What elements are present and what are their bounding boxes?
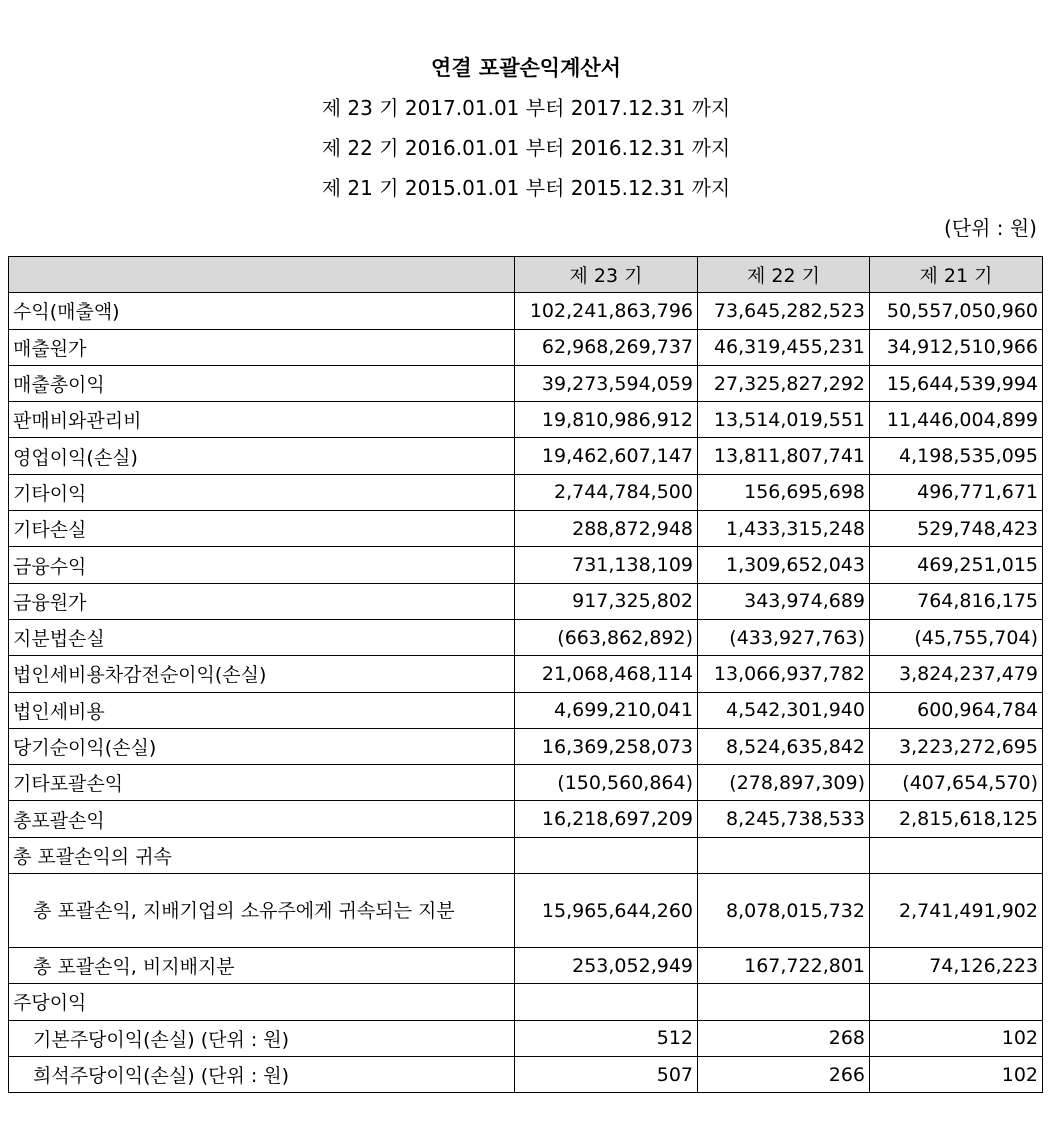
table-row bbox=[9, 948, 1043, 984]
value-period-23: 21,068,468,114 bbox=[515, 656, 698, 692]
value-period-21: 3,223,272,695 bbox=[870, 728, 1043, 764]
value-period-23: (150,560,864) bbox=[515, 765, 698, 801]
row-label: 기타포괄손익 bbox=[9, 765, 515, 801]
table-row bbox=[9, 1056, 1043, 1092]
row-label: 금융수익 bbox=[9, 547, 515, 583]
statement-title: 연결 포괄손익계산서 bbox=[431, 56, 621, 80]
value-period-22: (433,927,763) bbox=[698, 619, 870, 655]
value-period-22: 46,319,455,231 bbox=[698, 329, 870, 365]
value-period-22 bbox=[698, 837, 870, 873]
value-period-21: 34,912,510,966 bbox=[870, 329, 1043, 365]
value-period-22: 8,524,635,842 bbox=[698, 728, 870, 764]
table-row bbox=[9, 511, 1043, 547]
table-row bbox=[9, 874, 1043, 948]
table-row bbox=[9, 329, 1043, 365]
unit-label: (단위 : 원) bbox=[943, 216, 1037, 240]
table-row bbox=[9, 692, 1043, 728]
table-row bbox=[9, 765, 1043, 801]
value-period-22: 1,433,315,248 bbox=[698, 511, 870, 547]
row-label: 판매비와관리비 bbox=[9, 402, 515, 438]
value-period-23: 16,218,697,209 bbox=[515, 801, 698, 837]
row-label: 총포괄손익 bbox=[9, 801, 515, 837]
value-period-23: 917,325,802 bbox=[515, 583, 698, 619]
value-period-21: (45,755,704) bbox=[870, 619, 1043, 655]
value-period-21 bbox=[870, 984, 1043, 1020]
value-period-21: 102 bbox=[870, 1056, 1043, 1092]
table-row bbox=[9, 438, 1043, 474]
value-period-21: 529,748,423 bbox=[870, 511, 1043, 547]
value-period-22: (278,897,309) bbox=[698, 765, 870, 801]
table-row bbox=[9, 1020, 1043, 1056]
row-label: 수익(매출액) bbox=[9, 293, 515, 329]
value-period-23: (663,862,892) bbox=[515, 619, 698, 655]
value-period-23 bbox=[515, 837, 698, 873]
value-period-22: 343,974,689 bbox=[698, 583, 870, 619]
row-label: 기타손실 bbox=[9, 511, 515, 547]
value-period-21: 102 bbox=[870, 1020, 1043, 1056]
value-period-21: 74,126,223 bbox=[870, 948, 1043, 984]
header-cell-period-23: 제 23 기 bbox=[515, 257, 698, 293]
value-period-23: 19,810,986,912 bbox=[515, 402, 698, 438]
row-label: 희석주당이익(손실) (단위 : 원) bbox=[9, 1056, 515, 1092]
value-period-23: 288,872,948 bbox=[515, 511, 698, 547]
value-period-23: 39,273,594,059 bbox=[515, 365, 698, 401]
value-period-22: 156,695,698 bbox=[698, 474, 870, 510]
value-period-21: 2,815,618,125 bbox=[870, 801, 1043, 837]
row-label: 법인세비용 bbox=[9, 692, 515, 728]
row-label: 기본주당이익(손실) (단위 : 원) bbox=[9, 1020, 515, 1056]
value-period-22: 266 bbox=[698, 1056, 870, 1092]
value-period-21: 2,741,491,902 bbox=[870, 874, 1043, 948]
value-period-21: 496,771,671 bbox=[870, 474, 1043, 510]
income-statement-table bbox=[8, 256, 1043, 1093]
value-period-23: 507 bbox=[515, 1056, 698, 1092]
row-label: 총 포괄손익, 비지배지분 bbox=[9, 948, 515, 984]
row-label: 기타이익 bbox=[9, 474, 515, 510]
value-period-23: 16,369,258,073 bbox=[515, 728, 698, 764]
value-period-21: 4,198,535,095 bbox=[870, 438, 1043, 474]
table-row bbox=[9, 984, 1043, 1020]
value-period-23: 512 bbox=[515, 1020, 698, 1056]
table-header-row bbox=[9, 257, 1043, 293]
value-period-23: 2,744,784,500 bbox=[515, 474, 698, 510]
value-period-22: 1,309,652,043 bbox=[698, 547, 870, 583]
table-row bbox=[9, 365, 1043, 401]
header-cell-period-22: 제 22 기 bbox=[698, 257, 870, 293]
value-period-22: 27,325,827,292 bbox=[698, 365, 870, 401]
value-period-22 bbox=[698, 984, 870, 1020]
value-period-22: 13,066,937,782 bbox=[698, 656, 870, 692]
row-label: 총 포괄손익, 지배기업의 소유주에게 귀속되는 지분 bbox=[9, 874, 515, 948]
table-row bbox=[9, 402, 1043, 438]
value-period-22: 4,542,301,940 bbox=[698, 692, 870, 728]
table-row bbox=[9, 547, 1043, 583]
table-row bbox=[9, 619, 1043, 655]
value-period-23: 62,968,269,737 bbox=[515, 329, 698, 365]
value-period-22: 167,722,801 bbox=[698, 948, 870, 984]
period-line-22: 제 22 기 2016.01.01 부터 2016.12.31 까지 bbox=[321, 136, 731, 160]
value-period-22: 13,514,019,551 bbox=[698, 402, 870, 438]
row-label: 매출원가 bbox=[9, 329, 515, 365]
value-period-21: 764,816,175 bbox=[870, 583, 1043, 619]
value-period-21: 50,557,050,960 bbox=[870, 293, 1043, 329]
value-period-22: 8,245,738,533 bbox=[698, 801, 870, 837]
value-period-23: 731,138,109 bbox=[515, 547, 698, 583]
value-period-21: 600,964,784 bbox=[870, 692, 1043, 728]
table-row bbox=[9, 293, 1043, 329]
row-label: 법인세비용차감전순이익(손실) bbox=[9, 656, 515, 692]
value-period-22: 268 bbox=[698, 1020, 870, 1056]
value-period-23: 15,965,644,260 bbox=[515, 874, 698, 948]
value-period-21: 469,251,015 bbox=[870, 547, 1043, 583]
table-row bbox=[9, 656, 1043, 692]
period-line-23: 제 23 기 2017.01.01 부터 2017.12.31 까지 bbox=[321, 96, 731, 120]
value-period-21: 3,824,237,479 bbox=[870, 656, 1043, 692]
value-period-23: 19,462,607,147 bbox=[515, 438, 698, 474]
row-label: 당기순이익(손실) bbox=[9, 728, 515, 764]
table-row bbox=[9, 728, 1043, 764]
value-period-22: 13,811,807,741 bbox=[698, 438, 870, 474]
table-row bbox=[9, 837, 1043, 873]
header-cell-period-21: 제 21 기 bbox=[870, 257, 1043, 293]
value-period-23: 253,052,949 bbox=[515, 948, 698, 984]
header-cell-label bbox=[9, 257, 515, 293]
row-label: 매출총이익 bbox=[9, 365, 515, 401]
period-line-21: 제 21 기 2015.01.01 부터 2015.12.31 까지 bbox=[321, 176, 731, 200]
value-period-22: 73,645,282,523 bbox=[698, 293, 870, 329]
value-period-23: 102,241,863,796 bbox=[515, 293, 698, 329]
table-row bbox=[9, 474, 1043, 510]
value-period-21: (407,654,570) bbox=[870, 765, 1043, 801]
value-period-21: 15,644,539,994 bbox=[870, 365, 1043, 401]
value-period-21: 11,446,004,899 bbox=[870, 402, 1043, 438]
table-row bbox=[9, 583, 1043, 619]
row-label: 총 포괄손익의 귀속 bbox=[9, 837, 515, 873]
row-label: 영업이익(손실) bbox=[9, 438, 515, 474]
row-label: 금융원가 bbox=[9, 583, 515, 619]
value-period-21 bbox=[870, 837, 1043, 873]
row-label: 주당이익 bbox=[9, 984, 515, 1020]
row-label: 지분법손실 bbox=[9, 619, 515, 655]
table-row bbox=[9, 801, 1043, 837]
value-period-22: 8,078,015,732 bbox=[698, 874, 870, 948]
value-period-23 bbox=[515, 984, 698, 1020]
value-period-23: 4,699,210,041 bbox=[515, 692, 698, 728]
